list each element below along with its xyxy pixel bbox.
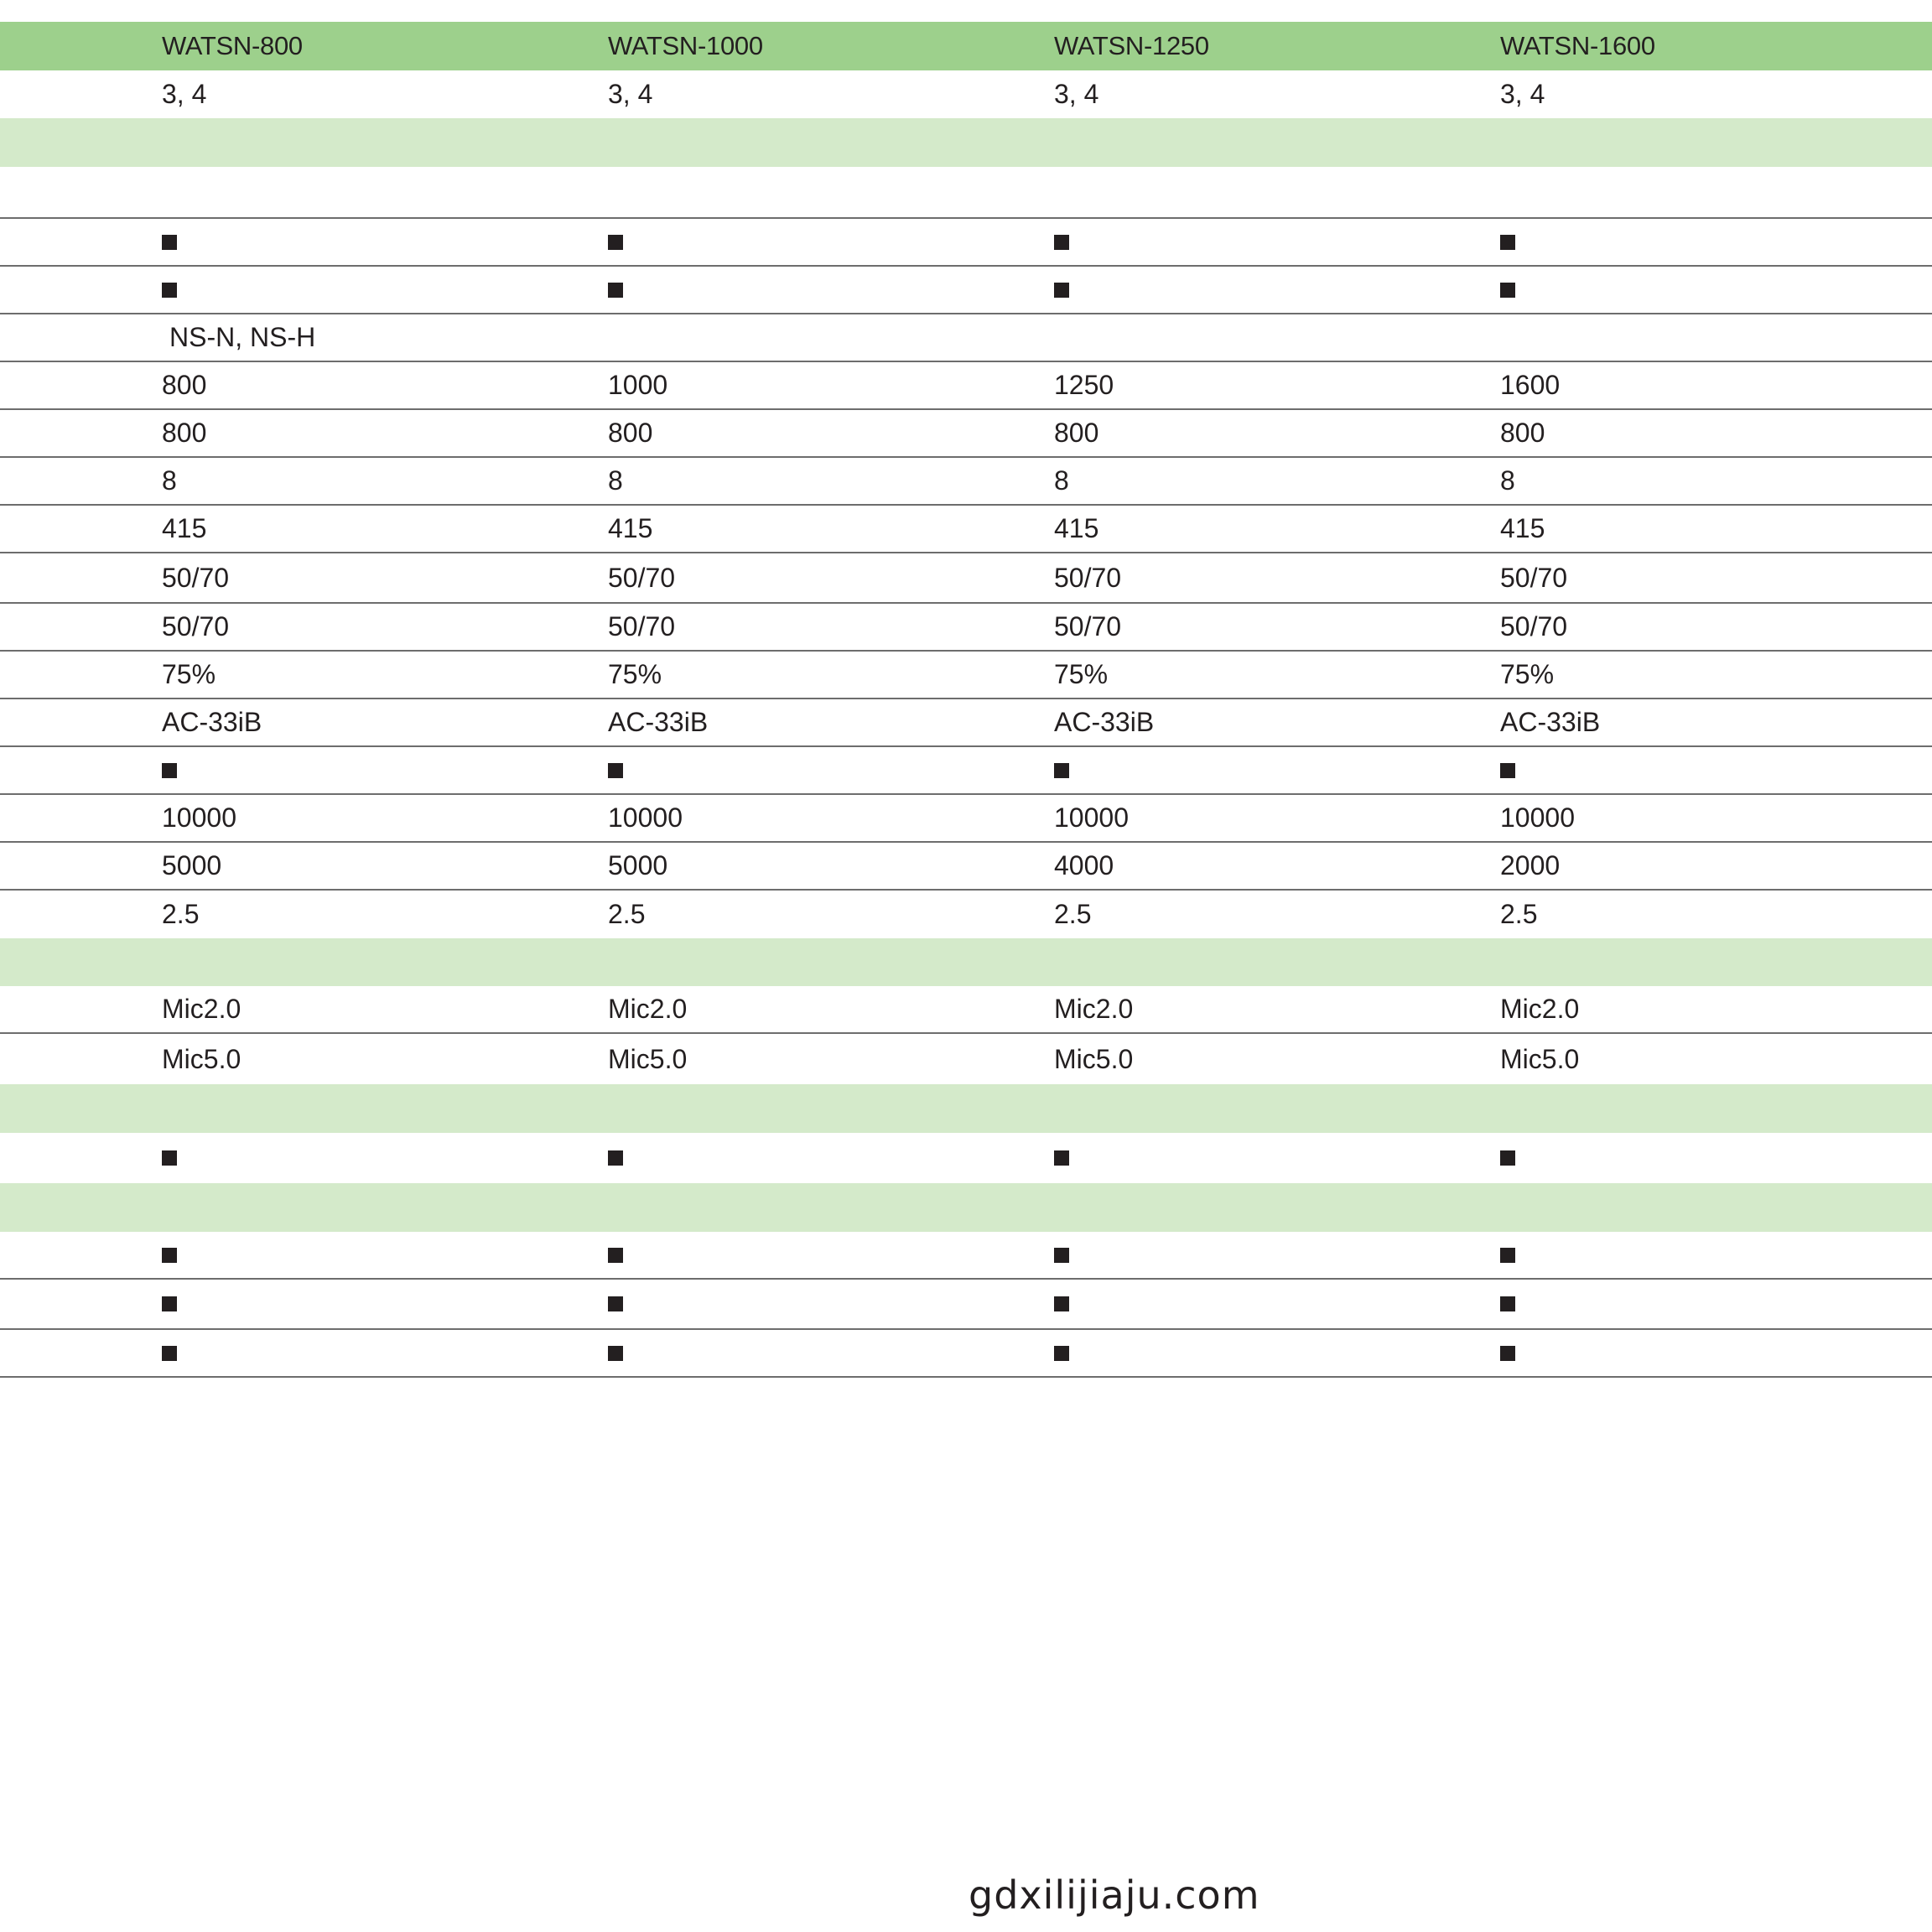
table-cell: 50/70 xyxy=(1500,562,1568,593)
table-cell: 75% xyxy=(608,659,662,689)
table-cell: 50/70 xyxy=(162,611,230,641)
table-cell: 50/70 xyxy=(162,562,230,593)
black-square-icon xyxy=(1500,1248,1515,1263)
table-cell: 3, 4 xyxy=(608,79,653,109)
table-cell: 3, 4 xyxy=(1054,79,1099,109)
black-square-icon xyxy=(1500,763,1515,778)
black-square-icon xyxy=(1054,1296,1069,1311)
table-cell: 2000 xyxy=(1500,850,1561,880)
table-cell: 75% xyxy=(162,659,216,689)
table-cell: AC-33iB xyxy=(162,707,262,737)
table-cell: AC-33iB xyxy=(1054,707,1155,737)
section-band xyxy=(0,118,1932,167)
table-cell: Mic2.0 xyxy=(1500,994,1580,1024)
black-square-icon xyxy=(162,763,177,778)
model-name: WATSN-1600 xyxy=(1500,31,1655,60)
table-cell: 1600 xyxy=(1500,370,1561,400)
table-row-controller-unit xyxy=(0,1034,1932,1084)
black-square-icon xyxy=(162,283,177,298)
table-cell: 415 xyxy=(608,513,653,543)
table-cell: 4000 xyxy=(1054,850,1114,880)
black-square-icon xyxy=(1054,1248,1069,1263)
table-row-frame-current xyxy=(0,410,1932,458)
table-cell: Mic2.0 xyxy=(608,994,688,1024)
section-band xyxy=(0,1084,1932,1133)
section-band xyxy=(0,938,1932,986)
table-row-mark xyxy=(0,1280,1932,1330)
table-row-electrical-life xyxy=(0,843,1932,891)
table-cell: 50/70 xyxy=(1054,611,1122,641)
table-cell: 800 xyxy=(1500,418,1545,448)
table-cell: 1250 xyxy=(1054,370,1114,400)
black-square-icon xyxy=(608,235,623,250)
table-row-ratio xyxy=(0,652,1932,699)
black-square-icon xyxy=(608,1248,623,1263)
table-cell: 800 xyxy=(162,418,207,448)
table-cell: 8 xyxy=(1500,465,1515,496)
table-cell: Mic5.0 xyxy=(1500,1043,1580,1074)
table-cell: 50/70 xyxy=(1500,611,1568,641)
black-square-icon xyxy=(1054,763,1069,778)
black-square-icon xyxy=(608,1296,623,1311)
table-cell: 10000 xyxy=(608,802,683,833)
black-square-icon xyxy=(608,1150,623,1166)
table-cell: 800 xyxy=(1054,418,1099,448)
table-cell: 50/70 xyxy=(1054,562,1122,593)
table-cell: 1000 xyxy=(608,370,668,400)
black-square-icon xyxy=(162,1248,177,1263)
black-square-icon xyxy=(1500,283,1515,298)
black-square-icon xyxy=(1054,1150,1069,1166)
table-cell: Mic5.0 xyxy=(608,1043,688,1074)
table-row-breaking xyxy=(0,604,1932,652)
table-row-rated-current xyxy=(0,362,1932,410)
table-row-controller-unit xyxy=(0,986,1932,1034)
table-cell: 2.5 xyxy=(162,899,200,929)
table-row-empty xyxy=(0,167,1932,219)
table-row-mechanical-life xyxy=(0,795,1932,843)
table-cell: AC-33iB xyxy=(1500,707,1601,737)
table-row-breaker-types xyxy=(0,314,1932,362)
table-cell: 10000 xyxy=(162,802,236,833)
table-cell: 5000 xyxy=(608,850,668,880)
table-cell: 2.5 xyxy=(1500,899,1538,929)
table-cell: 800 xyxy=(162,370,207,400)
table-cell: 8 xyxy=(1054,465,1069,496)
black-square-icon xyxy=(162,1296,177,1311)
black-square-icon xyxy=(162,1346,177,1361)
table-cell: 415 xyxy=(162,513,207,543)
black-square-icon xyxy=(1054,283,1069,298)
table-cell: 75% xyxy=(1054,659,1109,689)
table-cell: 10000 xyxy=(1054,802,1129,833)
table-cell: 2.5 xyxy=(1054,899,1092,929)
table-cell: 10000 xyxy=(1500,802,1575,833)
table-header-row xyxy=(0,22,1932,70)
black-square-icon xyxy=(1500,1346,1515,1361)
table-cell: Mic5.0 xyxy=(1054,1043,1134,1074)
table-cell: AC-33iB xyxy=(608,707,709,737)
section-band xyxy=(0,1183,1932,1232)
black-square-icon xyxy=(1500,235,1515,250)
table-cell: 415 xyxy=(1500,513,1545,543)
footer-url: gdxilijiaju.com xyxy=(969,1872,1260,1918)
table-row-value xyxy=(0,458,1932,506)
table-row-mark xyxy=(0,1232,1932,1280)
table-row-breaking xyxy=(0,553,1932,604)
table-row-mark xyxy=(0,267,1932,314)
black-square-icon xyxy=(608,1346,623,1361)
table-cell: 2.5 xyxy=(608,899,646,929)
table-row-mark xyxy=(0,219,1932,267)
table-cell: 50/70 xyxy=(608,562,676,593)
table-cell: 415 xyxy=(1054,513,1099,543)
black-square-icon xyxy=(1500,1296,1515,1311)
table-cell: Mic5.0 xyxy=(162,1043,242,1074)
model-name: WATSN-1250 xyxy=(1054,31,1209,60)
table-cell: 3, 4 xyxy=(1500,79,1545,109)
table-row-mark xyxy=(0,747,1932,795)
model-name: WATSN-800 xyxy=(162,31,303,60)
table-cell: 8 xyxy=(608,465,623,496)
black-square-icon xyxy=(1054,1346,1069,1361)
table-row-poles xyxy=(0,70,1932,118)
table-row-controller xyxy=(0,699,1932,747)
table-cell: Mic2.0 xyxy=(162,994,242,1024)
table-cell: 800 xyxy=(608,418,653,448)
table-row-voltage xyxy=(0,506,1932,553)
table-row-value xyxy=(0,891,1932,938)
black-square-icon xyxy=(1500,1150,1515,1166)
black-square-icon xyxy=(608,763,623,778)
model-name: WATSN-1000 xyxy=(608,31,763,60)
table-cell: 75% xyxy=(1500,659,1555,689)
black-square-icon xyxy=(1054,235,1069,250)
table-row-mark xyxy=(0,1133,1932,1183)
black-square-icon xyxy=(608,283,623,298)
table-cell: 8 xyxy=(162,465,177,496)
table-cell: 50/70 xyxy=(608,611,676,641)
spec-table xyxy=(0,22,1932,1378)
table-cell: Mic2.0 xyxy=(1054,994,1134,1024)
black-square-icon xyxy=(162,235,177,250)
table-cell: 3, 4 xyxy=(162,79,207,109)
table-row-mark xyxy=(0,1330,1932,1378)
table-cell: NS-N, NS-H xyxy=(169,322,316,352)
table-cell: 5000 xyxy=(162,850,222,880)
black-square-icon xyxy=(162,1150,177,1166)
